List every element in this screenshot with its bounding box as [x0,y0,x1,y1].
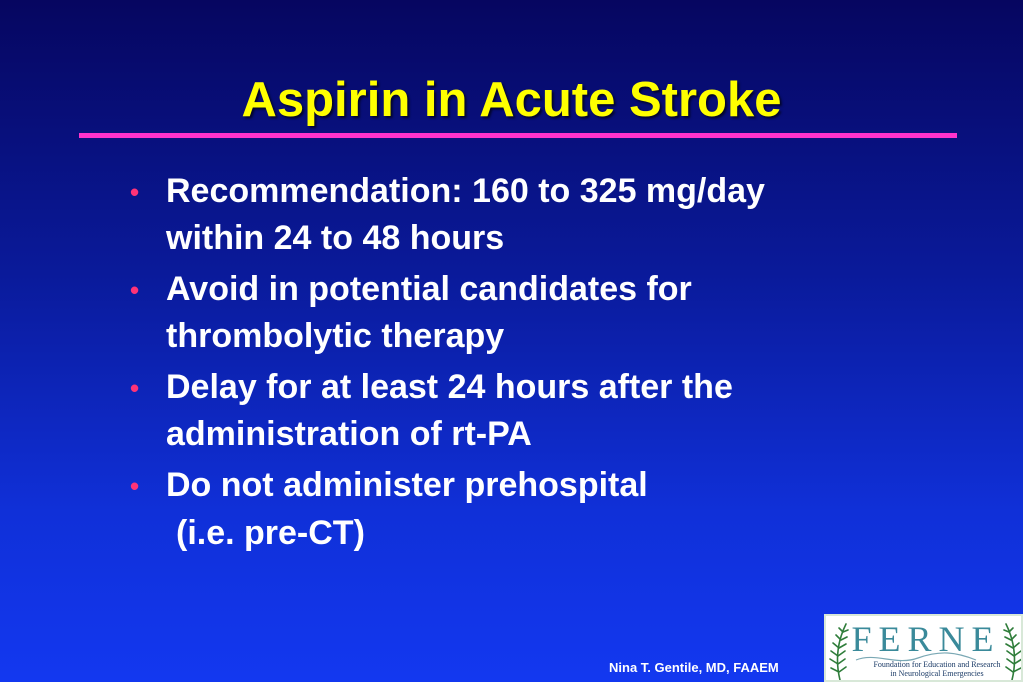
bullet-text: within 24 to 48 hours [166,219,505,257]
bullet-text: Do not administer prehospital [166,466,648,504]
bullet-dot-icon: • [130,275,140,305]
bullet-item [130,168,990,262]
logo-tagline-line: Foundation for Education and Research [873,660,1001,669]
title-underline [79,133,957,138]
logo-tagline [866,660,1008,678]
bullet-dot-icon: • [130,373,140,403]
bullet-dot-icon: • [130,177,140,207]
bullet-continuation: (i.e. pre-CT) [176,514,365,552]
logo-wordmark: FERNE [851,619,1001,659]
bullet-text: Avoid in potential candidates for [166,270,692,308]
logo-tagline-line: in Neurological Emergencies [890,669,984,678]
bullet-dot-icon: • [130,471,140,501]
bullet-text: administration of rt-PA [166,415,532,453]
ferne-logo [824,614,1023,682]
bullet-list [130,168,990,513]
bullet-text: Recommendation: 160 to 325 mg/day [166,172,765,210]
author-credit: Nina T. Gentile, MD, FAAEM [609,660,779,675]
bullet-text: thrombolytic therapy [166,317,505,355]
bullet-item [130,266,990,360]
slide-title: Aspirin in Acute Stroke [241,73,782,127]
bullet-text: Delay for at least 24 hours after the [166,368,733,406]
bullet-item [130,462,990,509]
bullet-item [130,364,990,458]
